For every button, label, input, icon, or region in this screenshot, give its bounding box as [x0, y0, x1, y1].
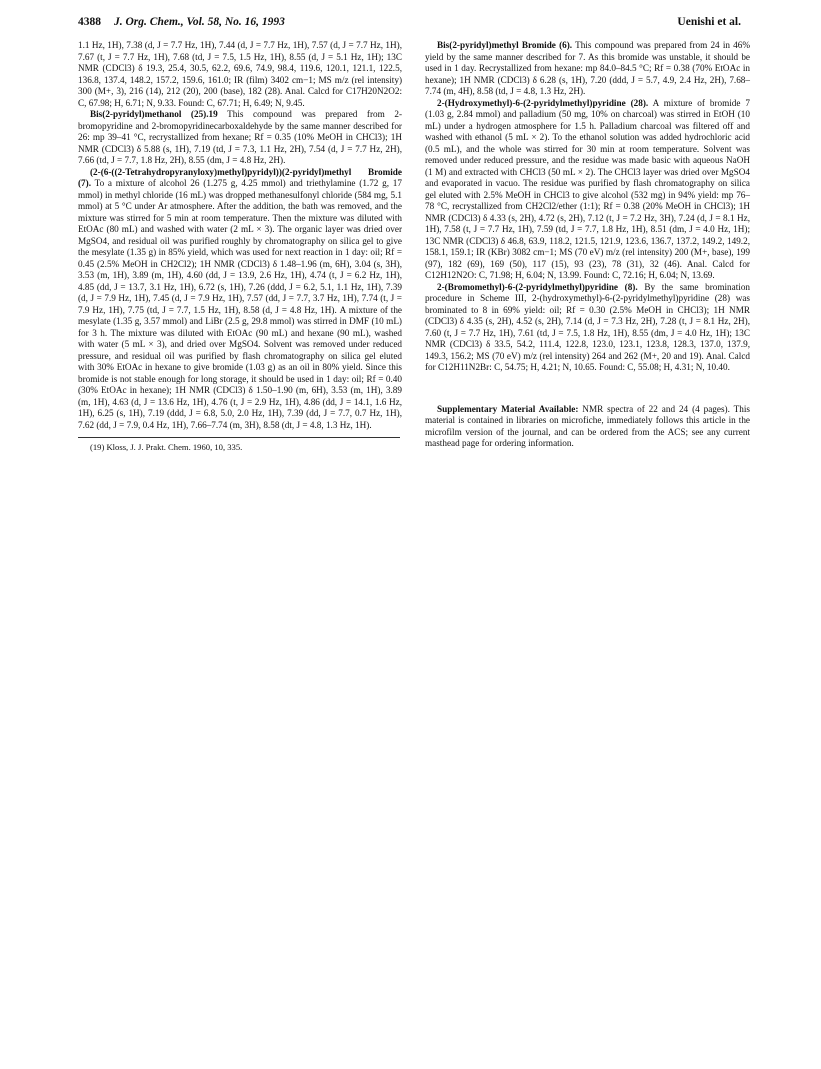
compound-title: (2-(6-((2-Tetrahydropyranyloxy)methyl)pyridyl))(2-pyridyl)methyl Bromide (7). [78, 166, 402, 188]
page-number: 4388 [78, 16, 101, 28]
paragraph-body: A mixture of bromide 7 (1.03 g, 2.84 mmol) and palladium (50 mg, 10% on charcoal) was stirred in EtOH (10 mL) under a hydrogen atmosphere for 1.5 h. Palladium charcoal was filtered off and washed with ethanol (5 mL × 2). To the ethanol solution was added hydrochloric acid (0.5 mL), and the whole was stirred for 30 min at room temperature. Solvent was removed under reduced pressure, and the residue was made basic with aqueous NaOH (1 M) and extracted with CHCl3 (50 mL × 2). The CHCl3 layer was dried over MgSO4 and evaporated in vacuo. The residue was purified by flash chromatography on silica gel eluted with 2.5% MeOH in CHCl3 to give alcohol (532 mg) in 94% yield: mp 76–78 °C, recrystallized from CH2Cl2/ether (1:1); Rf = 0.38 (20% MeOH in CHCl3); 1H NMR (CDCl3) δ 4.33 (s, 2H), 4.72 (s, 2H), 7.12 (t, J = 7.2 Hz, 3H), 7.24 (d, J = 8.1 Hz, 1H), 7.58 (t, J = 7.7 Hz, 1H), 7.59 (td, J = 7.7, 1.8 Hz, 1H), 8.51 (dm, J = 4.0 Hz, 1H); 13C NMR (CDCl3) δ 46.8, 63.9, 118.2, 121.5, 121.9, 123.6, 136.7, 137.2, 149.2, 149.2, 158.1, 159.1; IR (KBr) 3082 cm−1; MS (70 eV) m/z (rel intensity) 200 (M+, base), 199 (97), 182 (69), 169 (50), 117 (15), 93 (23), 78 (31), 32 (46). Anal. Calcd for C12H12N2O: C, 71.98; H, 6.04; N, 13.99. Found: C, 72.16; H, 6.04; N, 13.69. [425, 97, 750, 280]
supplementary-material [425, 404, 750, 450]
paragraph-body: This compound was prepared from 2-bromopyridine and 2-bromopyridinecarboxaldehyde by the same manner described for 26: mp 39–41 °C, recrystallized from hexane; Rf = 0.35 (10% MeOH in CHCl3); 1H NMR (CDCl3) δ 5.88 (s, 1H), 7.19 (td, J = 7.3, 1.1 Hz, 2H), 7.54 (d, J = 7.7 Hz, 2H), 7.66 (td, J = 7.7, 1.8 Hz, 2H), 8.55 (dm, J = 4.8 Hz, 2H). [78, 109, 402, 165]
compound-title: Bis(2-pyridyl)methanol (25).19 [90, 109, 218, 119]
running-header [78, 16, 741, 36]
paragraph-body: By the same bromination procedure in Scheme III, 2-(hydroxymethyl)-6-(2-pyridylmethyl)pyridine (28) was brominated to 8 in 69% yield: oil; Rf = 0.30 (2.5% MeOH in CHCl3); 1H NMR (CDCl3) δ 4.35 (s, 2H), 4.52 (s, 2H), 7.14 (d, J = 7.3 Hz, 2H), 7.28 (t, J = 8.1 Hz, 2H), 7.60 (t, J = 7.7 Hz, 1H), 7.61 (td, J = 7.5, 1.8 Hz, 1H), 8.55 (dm, J = 4.0 Hz, 1H); 13C NMR (CDCl3) δ 33.5, 54.2, 111.4, 122.8, 123.0, 123.1, 123.8, 128.3, 137.0, 137.9, 149.3, 156.2; MS (70 eV) m/z (rel intensity) 264 and 262 (M+, 20 and 19). Anal. Calcd for C12H11N2Br: C, 54.75; H, 4.21; N, 10.65. Found: C, 55.08; H, 4.31; N, 10.40. [425, 281, 751, 372]
journal-citation: J. Org. Chem., Vol. 58, No. 16, 1993 [114, 16, 285, 28]
supplementary-body: NMR spectra of 22 and 24 (4 pages). This material is contained in libraries on microfiche, immediately follows this article in the microfilm version of the journal, and can be ordered from the ACS; see any current masthead page for ordering information. [425, 403, 750, 448]
paragraph-compound-25 [78, 109, 402, 167]
paragraph-compound-7 [78, 167, 402, 432]
footnote-divider [78, 437, 400, 438]
left-column [78, 40, 402, 454]
right-column [425, 40, 750, 450]
running-authors: Uenishi et al. [677, 16, 741, 28]
supplementary-title: Supplementary Material Available: [437, 403, 579, 414]
paragraph-compound-8 [425, 282, 750, 374]
paragraph-body: This compound was prepared from 24 in 46% yield by the same manner described for 7. As this bromide was unstable, it should be used in 1 day. Recrystallized from hexane: mp 84.0–84.5 °C; Rf = 0.38 (70% EtOAc in hexane); 1H NMR (CDCl3) δ 6.28 (s, 1H), 7.20 (ddd, J = 5.7, 4.9, 2.4 Hz, 2H), 7.68–7.74 (m, 4H), 8.58 (td, J = 4.8, 1.3 Hz, 2H). [425, 40, 750, 96]
footnote-19: (19) Kloss, J. J. Prakt. Chem. 1960, 10, 335. [90, 442, 243, 452]
paragraph-body: To a mixture of alcohol 26 (1.275 g, 4.25 mmol) and triethylamine (1.72 g, 17 mmol) in methyl chloride (16 mL) was dropped methanesulfonyl chloride (584 mg, 5.1 mmol) at 5 °C under Ar atmosphere. After the addition, the bath was removed, and the mixture was stirred for 5 min at room temperature. Then the mixture was diluted with EtOAc (80 mL) and washed with water (2 mL × 3). The organic layer was dried over MgSO4, and residual oil was purified roughly by chromatography on silica gel to give the mesylate (1.35 g) in 85% yield, which was used for next reaction in 1 day: oil; Rf = 0.45 (2.5% MeOH in CH2Cl2); 1H NMR (CDCl3) δ 1.48–1.96 (m, 6H), 3.04 (s, 3H), 3.53 (m, 1H), 3.89 (m, 1H), 4.60 (dd, J = 13.9, 2.6 Hz, 1H), 4.74 (t, J = 6.2 Hz, 1H), 4.85 (dd, J = 13.7, 3.1 Hz, 1H), 6.72 (s, 1H), 7.26 (ddd, J = 6.2, 5.1, 1.1 Hz, 1H), 7.39 (d, J = 7.9 Hz, 1H), 7.45 (d, J = 7.9 Hz, 1H), 7.57 (dd, J = 7.7, 3.7 Hz, 1H), 7.74 (t, J = 7.9 Hz, 1H), 7.75 (td, J = 7.7, 1.5 Hz, 1H), 8.58 (d, J = 4.8 Hz, 1H). A mixture of the mesylate (1.35 g, 3.57 mmol) and LiBr (2.5 g, 29.8 mmol) was stirred in DMF (10 mL) for 3 h. The mixture was diluted with EtOAc (90 mL) and hexane (90 mL), washed with water (5 mL × 3), and dried over MgSO4. Solvent was removed under reduced pressure, and residual oil was purified by flash chromatography on silica gel eluted with 30% EtOAc in hexane to give bromide (1.03 g) as an oil in 80% yield. Since this bromide is not stable enough for long storage, it should be used in 1 day: oil; Rf = 0.40 (30% EtOAc in hexane); 1H NMR (CDCl3) δ 1.50–1.90 (m, 6H), 3.53 (m, 1H), 3.89 (m, 1H), 4.63 (d, J = 13.6 Hz, 1H), 4.76 (t, J = 2.9 Hz, 1H), 4.86 (dd, J = 14.1, 1.6 Hz, 1H), 6.25 (s, 1H), 7.19 (ddd, J = 6.8, 5.0, 2.0 Hz, 1H), 7.39 (dd, J = 7.7, 0.7 Hz, 1H), 7.62 (dd, J = 7.9, 0.4 Hz, 1H), 7.66–7.74 (m, 3H), 8.58 (dt, J = 4.8, 1.3 Hz, 1H). [78, 178, 402, 430]
compound-title: 2-(Hydroxymethyl)-6-(2-pyridylmethyl)pyridine (28). [437, 97, 649, 108]
paragraph-continued: 1.1 Hz, 1H), 7.38 (d, J = 7.7 Hz, 1H), 7.44 (d, J = 7.7 Hz, 1H), 7.57 (d, J = 7.7 Hz, 1H), 7.67 (t, J = 7.7 Hz, 1H), 7.68 (td, J = 7.5, 1.5 Hz, 1H), 8.55 (d, J = 5.1 Hz, 1H); 13C NMR (CDCl3) δ 19.3, 25.4, 30.5, 62.2, 69.6, 74.9, 98.4, 119.6, 120.1, 121.1, 122.5, 136.8, 137.4, 148.2, 157.2, 159.6, 161.0; IR (film) 3402 cm−1; MS m/z (rel intensity) 300 (M+, 3), 216 (14), 212 (20), 200 (base), 182 (28). Anal. Calcd for C17H20N2O2: C, 67.98; H, 6.71; N, 9.33. Found: C, 67.71; H, 6.49; N, 9.45. [78, 40, 402, 108]
compound-title: Bis(2-pyridyl)methyl Bromide (6). [437, 40, 573, 50]
paragraph-compound-6 [425, 40, 750, 98]
paragraph-compound-28 [425, 98, 750, 282]
compound-title: 2-(Bromomethyl)-6-(2-pyridylmethyl)pyridine (8). [437, 281, 638, 292]
